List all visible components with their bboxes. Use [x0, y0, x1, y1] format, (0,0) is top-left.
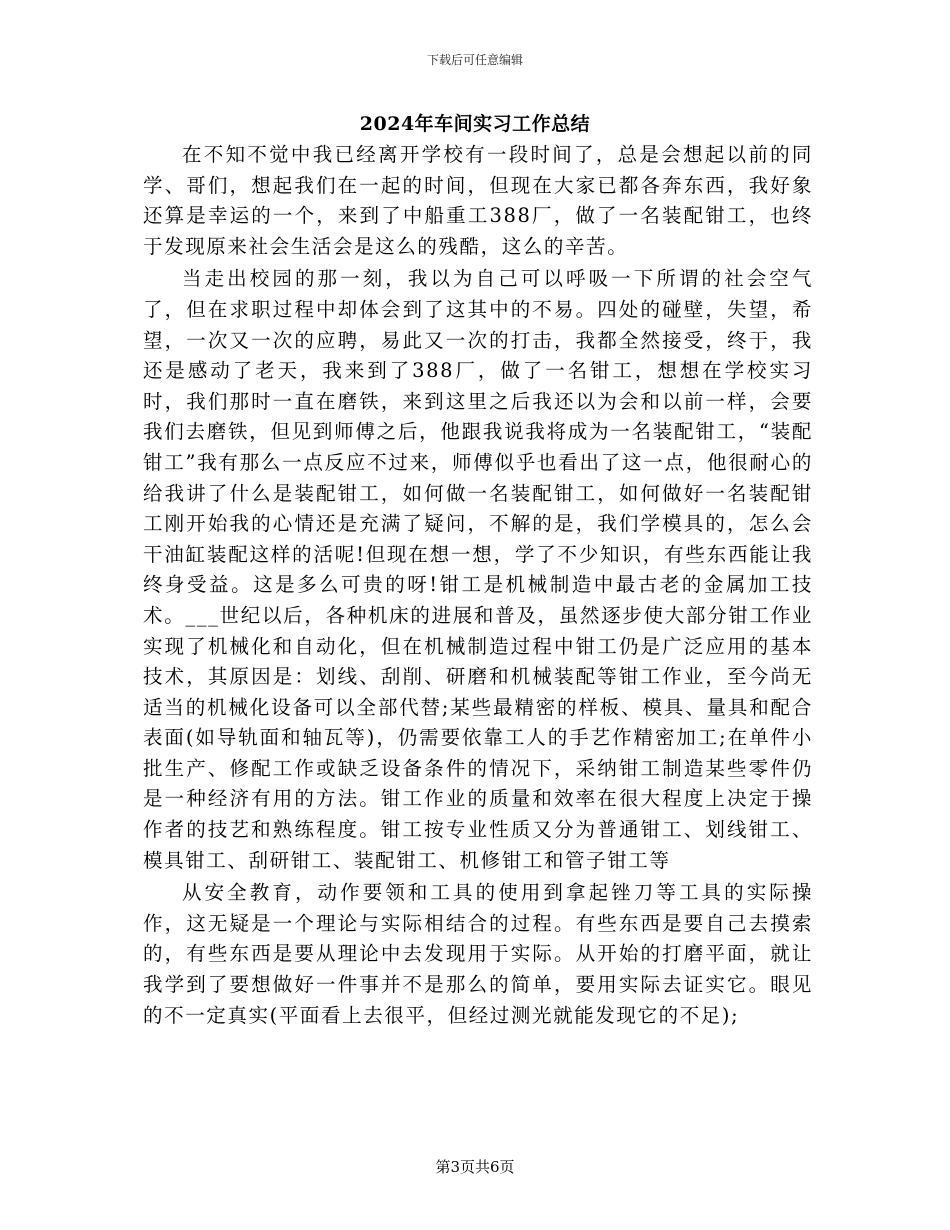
page-header-note: 下载后可任意编辑: [426, 53, 523, 67]
paragraph: 在不知不觉中我已经离开学校有一段时间了，总是会想起以前的同学、哥们，想起我们在一起的时间，但现在大家已都各奔东西，我好象还算是幸运的一个，来到了中船重工388厂，做了一名装配钳工，也终于发现原来社会生活会是这么的残酷，这么的辛苦。: [143, 143, 813, 258]
document-body: [143, 140, 813, 1033]
paragraph: 从安全教育，动作要领和工具的使用到拿起锉刀等工具的实际操作，这无疑是一个理论与实际相结合的过程。有些东西是要自己去摸索的，有些东西是要从理论中去发现用于实际。从开始的打磨平面，就让我学到了要想做好一件事并不是那么的简单，要用实际去证实它。眼见的不一定真实(平面看上去很平，但经过测光就能发现它的不足);: [143, 881, 813, 1027]
paragraph: 当走出校园的那一刻，我以为自己可以呼吸一下所谓的社会空气了，但在求职过程中却体会到了这其中的不易。四处的碰壁，失望，希望，一次又一次的应聘，易此又一次的打击，我都全然接受，终于，我还是感动了老天，我来到了388厂，做了一名钳工，想想在学校实习时，我们那时一直在磨铁，来到这里之后我还以为会和以前一样，会要我们去磨铁，但见到师傅之后，他跟我说我将成为一名装配钳工，“装配钳工”我有那么一点反应不过来，师傅似乎也看出了这一点，他很耐心的给我讲了什么是装配钳工，如何做一名装配钳工，如何做好一名装配钳工刚开始我的心情还是充满了疑问，不解的是，我们学模具的，怎么会干油缸装配这样的活呢!但现在想一想，学了不少知识，有些东西能让我终身受益。这是多么可贵的呀!钳工是机械制造中最古老的金属加工技术。___世纪以后，各种机床的进展和普及，虽然逐步使大部分钳工作业实现了机械化和自动化，但在机械制造过程中钳工仍是广泛应用的基本技术，其原因是：划线、刮削、研磨和机械装配等钳工作业，至今尚无适当的机械化设备可以全部代替;某些最精密的样板、模具、量具和配合表面(如导轨面和轴瓦等)，仍需要依靠工人的手艺作精密加工;在单件小批生产、修配工作或缺乏设备条件的情况下，采纳钳工制造某些零件仍是一种经济有用的方法。钳工作业的质量和效率在很大程度上决定于操作者的技艺和熟练程度。钳工按专业性质又分为普通钳工、划线钳工、模具钳工、刮研钳工、装配钳工、机修钳工和管子钳工等: [143, 267, 813, 872]
document-title: 2024年车间实习工作总结: [359, 113, 591, 135]
page-number: 第3页共6页: [435, 1158, 515, 1176]
